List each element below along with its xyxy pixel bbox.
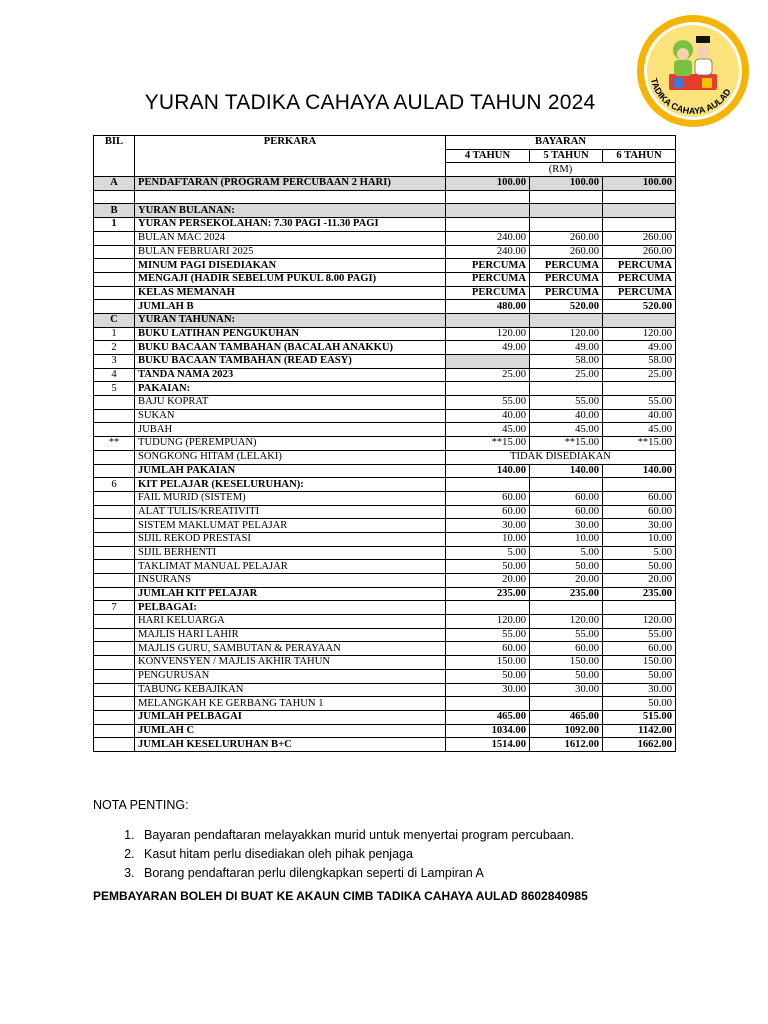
row-value-6-tahun	[603, 190, 676, 204]
row-value-6-tahun: 260.00	[603, 245, 676, 259]
row-value-5-tahun: 40.00	[530, 409, 603, 423]
row-value-5-tahun	[530, 601, 603, 615]
table-header-row	[94, 136, 676, 150]
row-item: TANDA NAMA 2023	[135, 368, 446, 382]
row-value-5-tahun: PERCUMA	[530, 286, 603, 300]
row-value-5-tahun: 260.00	[530, 231, 603, 245]
row-value-6-tahun: 60.00	[603, 505, 676, 519]
row-value-4-tahun: PERCUMA	[446, 286, 530, 300]
table-row	[94, 532, 676, 546]
header-bayaran: BAYARAN	[446, 136, 676, 150]
row-value-6-tahun: 100.00	[603, 177, 676, 191]
row-value-5-tahun: 25.00	[530, 368, 603, 382]
row-bil: 1	[94, 218, 135, 232]
row-item: SIJIL REKOD PRESTASI	[135, 532, 446, 546]
row-value-6-tahun	[603, 313, 676, 327]
table-row	[94, 437, 676, 451]
table-row	[94, 560, 676, 574]
row-value-6-tahun: PERCUMA	[603, 286, 676, 300]
page-title: YURAN TADIKA CAHAYA AULAD TAHUN 2024	[144, 91, 596, 114]
table-row	[94, 505, 676, 519]
row-value-4-tahun: 30.00	[446, 683, 530, 697]
row-bil: **	[94, 437, 135, 451]
row-item: KIT PELAJAR (KESELURUHAN):	[135, 478, 446, 492]
row-value-6-tahun	[603, 382, 676, 396]
row-value-5-tahun: 1092.00	[530, 724, 603, 738]
row-item: JUMLAH B	[135, 300, 446, 314]
school-logo	[636, 14, 751, 129]
row-value-5-tahun: **15.00	[530, 437, 603, 451]
row-value-6-tahun	[603, 218, 676, 232]
row-value-5-tahun	[530, 218, 603, 232]
row-item	[135, 190, 446, 204]
row-bil	[94, 532, 135, 546]
row-value-4-tahun: PERCUMA	[446, 272, 530, 286]
row-item: SONGKONG HITAM (LELAKI)	[135, 450, 446, 464]
row-value-4-tahun: 49.00	[446, 341, 530, 355]
row-value-6-tahun: 515.00	[603, 710, 676, 724]
row-value-6-tahun	[603, 478, 676, 492]
row-value-6-tahun: 30.00	[603, 683, 676, 697]
row-value-6-tahun: 120.00	[603, 327, 676, 341]
row-value-4-tahun: 150.00	[446, 656, 530, 670]
row-item: INSURANS	[135, 574, 446, 588]
svg-text:TADIKA CAHAYA AULAD: TADIKA CAHAYA AULAD	[648, 77, 733, 117]
row-value-6-tahun: 20.00	[603, 574, 676, 588]
row-item: ALAT TULIS/KREATIVITI	[135, 505, 446, 519]
row-value-4-tahun: 60.00	[446, 642, 530, 656]
table-row	[94, 204, 676, 218]
row-bil	[94, 642, 135, 656]
row-value-6-tahun: 1662.00	[603, 738, 676, 752]
row-bil: 4	[94, 368, 135, 382]
row-item: BUKU LATIHAN PENGUKUHAN	[135, 327, 446, 341]
table-row	[94, 491, 676, 505]
row-value-5-tahun	[530, 697, 603, 711]
row-value-4-tahun: 140.00	[446, 464, 530, 478]
row-value-4-tahun: 240.00	[446, 231, 530, 245]
row-value-6-tahun: **15.00	[603, 437, 676, 451]
table-row	[94, 669, 676, 683]
payment-info: PEMBAYARAN BOLEH DI BUAT KE AKAUN CIMB TADIKA CAHAYA AULAD 8602840985	[93, 889, 588, 903]
row-value-6-tahun: 49.00	[603, 341, 676, 355]
table-row	[94, 683, 676, 697]
row-value-6-tahun: 45.00	[603, 423, 676, 437]
header-rm: (RM)	[446, 163, 676, 177]
row-value-5-tahun: 260.00	[530, 245, 603, 259]
table-row	[94, 738, 676, 752]
table-row	[94, 615, 676, 629]
row-value-5-tahun	[530, 190, 603, 204]
row-value-5-tahun: 235.00	[530, 587, 603, 601]
table-row	[94, 574, 676, 588]
row-bil	[94, 423, 135, 437]
row-bil	[94, 300, 135, 314]
row-value-5-tahun	[530, 204, 603, 218]
row-item: JUMLAH KESELURUHAN B+C	[135, 738, 446, 752]
row-bil: 7	[94, 601, 135, 615]
row-bil	[94, 286, 135, 300]
row-value-5-tahun: 60.00	[530, 505, 603, 519]
row-item: BULAN MAC 2024	[135, 231, 446, 245]
notes-section	[93, 798, 574, 885]
row-bil	[94, 491, 135, 505]
row-bil: A	[94, 177, 135, 191]
row-value-6-tahun: 235.00	[603, 587, 676, 601]
row-value-6-tahun: 50.00	[603, 560, 676, 574]
row-item: PAKAIAN:	[135, 382, 446, 396]
row-value-4-tahun: 1514.00	[446, 738, 530, 752]
row-value-4-tahun: 50.00	[446, 560, 530, 574]
row-bil	[94, 450, 135, 464]
row-item: SISTEM MAKLUMAT PELAJAR	[135, 519, 446, 533]
row-value-4-tahun: 480.00	[446, 300, 530, 314]
row-value-4-tahun: 1034.00	[446, 724, 530, 738]
row-item: YURAN TAHUNAN:	[135, 313, 446, 327]
row-value-5-tahun	[530, 382, 603, 396]
table-row	[94, 464, 676, 478]
table-row	[94, 177, 676, 191]
row-bil	[94, 615, 135, 629]
row-value-5-tahun: 1612.00	[530, 738, 603, 752]
row-value-4-tahun: 50.00	[446, 669, 530, 683]
row-bil: 5	[94, 382, 135, 396]
header-6-tahun: 6 TAHUN	[603, 149, 676, 163]
row-value-4-tahun: 5.00	[446, 546, 530, 560]
table-row	[94, 245, 676, 259]
row-value-4-tahun	[446, 697, 530, 711]
row-item: MAJLIS GURU, SAMBUTAN & PERAYAAN	[135, 642, 446, 656]
row-item: JUMLAH KIT PELAJAR	[135, 587, 446, 601]
row-value-4-tahun: 45.00	[446, 423, 530, 437]
table-row	[94, 697, 676, 711]
row-item: TAKLIMAT MANUAL PELAJAR	[135, 560, 446, 574]
row-value-6-tahun: 150.00	[603, 656, 676, 670]
row-bil	[94, 669, 135, 683]
row-bil	[94, 656, 135, 670]
row-value-4-tahun: 120.00	[446, 615, 530, 629]
row-bil: 1	[94, 327, 135, 341]
row-value-6-tahun	[603, 204, 676, 218]
row-value-6-tahun: 60.00	[603, 491, 676, 505]
header-bil: BIL	[94, 136, 135, 177]
row-value-5-tahun: 120.00	[530, 615, 603, 629]
row-value-4-tahun	[446, 218, 530, 232]
row-item: HARI KELUARGA	[135, 615, 446, 629]
row-item: FAIL MURID (SISTEM)	[135, 491, 446, 505]
table-row	[94, 546, 676, 560]
header-perkara: PERKARA	[135, 136, 446, 177]
fees-table	[93, 135, 676, 752]
table-row	[94, 396, 676, 410]
row-bil: 2	[94, 341, 135, 355]
row-value-4-tahun: 55.00	[446, 396, 530, 410]
row-value-6-tahun: 55.00	[603, 628, 676, 642]
row-value-6-tahun: 260.00	[603, 231, 676, 245]
row-value-4-tahun	[446, 204, 530, 218]
row-value-4-tahun	[446, 355, 530, 369]
row-value-4-tahun: 10.00	[446, 532, 530, 546]
table-row	[94, 341, 676, 355]
row-value-6-tahun: 55.00	[603, 396, 676, 410]
row-value-6-tahun: 10.00	[603, 532, 676, 546]
row-value-6-tahun: 50.00	[603, 669, 676, 683]
table-row	[94, 286, 676, 300]
row-value-4-tahun: 40.00	[446, 409, 530, 423]
table-row	[94, 231, 676, 245]
row-item: KONVENSYEN / MAJLIS AKHIR TAHUN	[135, 656, 446, 670]
row-bil	[94, 710, 135, 724]
row-bil	[94, 231, 135, 245]
row-value-4-tahun: 30.00	[446, 519, 530, 533]
row-bil	[94, 409, 135, 423]
table-row	[94, 272, 676, 286]
row-bil: B	[94, 204, 135, 218]
row-value-6-tahun: 5.00	[603, 546, 676, 560]
note-item: 3. Borang pendaftaran perlu dilengkapkan seperti di Lampiran A	[138, 866, 574, 880]
table-row	[94, 423, 676, 437]
row-bil	[94, 396, 135, 410]
row-value-6-tahun: 520.00	[603, 300, 676, 314]
row-item: KELAS MEMANAH	[135, 286, 446, 300]
row-value-4-tahun: 60.00	[446, 491, 530, 505]
row-bil	[94, 272, 135, 286]
row-value-5-tahun	[530, 478, 603, 492]
table-row	[94, 190, 676, 204]
row-item: MAJLIS HARI LAHIR	[135, 628, 446, 642]
row-bil	[94, 724, 135, 738]
row-value-4-tahun: 120.00	[446, 327, 530, 341]
row-item: JUMLAH PAKAIAN	[135, 464, 446, 478]
row-value-5-tahun: 60.00	[530, 491, 603, 505]
row-item: JUMLAH C	[135, 724, 446, 738]
row-bil	[94, 519, 135, 533]
table-row	[94, 478, 676, 492]
row-value-4-tahun	[446, 382, 530, 396]
notes-heading: NOTA PENTING:	[93, 798, 189, 812]
row-bil	[94, 560, 135, 574]
row-item: SUKAN	[135, 409, 446, 423]
row-bil	[94, 683, 135, 697]
row-value-6-tahun: PERCUMA	[603, 259, 676, 273]
row-item: YURAN PERSEKOLAHAN: 7.30 PAGI -11.30 PAGI	[135, 218, 446, 232]
row-value-4-tahun	[446, 190, 530, 204]
row-item: MINUM PAGI DISEDIAKAN	[135, 259, 446, 273]
table-row	[94, 368, 676, 382]
row-bil	[94, 259, 135, 273]
row-value-6-tahun: 58.00	[603, 355, 676, 369]
row-value-5-tahun: PERCUMA	[530, 272, 603, 286]
row-value-5-tahun: 55.00	[530, 628, 603, 642]
row-bil	[94, 628, 135, 642]
row-item: BUKU BACAAN TAMBAHAN (READ EASY)	[135, 355, 446, 369]
row-item: BULAN FEBRUARI 2025	[135, 245, 446, 259]
row-bil: 6	[94, 478, 135, 492]
row-value-5-tahun: 10.00	[530, 532, 603, 546]
notes-list	[93, 828, 574, 880]
row-value-5-tahun: 140.00	[530, 464, 603, 478]
row-bil: C	[94, 313, 135, 327]
row-value-4-tahun: 240.00	[446, 245, 530, 259]
table-row	[94, 259, 676, 273]
table-row	[94, 587, 676, 601]
row-value-5-tahun: 150.00	[530, 656, 603, 670]
row-bil	[94, 738, 135, 752]
row-value-5-tahun: 50.00	[530, 669, 603, 683]
row-value-6-tahun	[603, 601, 676, 615]
row-value-5-tahun: 50.00	[530, 560, 603, 574]
row-item: PENDAFTARAN (PROGRAM PERCUBAAN 2 HARI)	[135, 177, 446, 191]
table-row	[94, 628, 676, 642]
row-item: TUDUNG (PEREMPUAN)	[135, 437, 446, 451]
row-value-4-tahun: 60.00	[446, 505, 530, 519]
row-value-6-tahun: 25.00	[603, 368, 676, 382]
row-value-6-tahun: 60.00	[603, 642, 676, 656]
row-item: SIJIL BERHENTI	[135, 546, 446, 560]
table-row	[94, 601, 676, 615]
row-value-4-tahun	[446, 601, 530, 615]
row-item: TABUNG KEBAJIKAN	[135, 683, 446, 697]
table-row	[94, 656, 676, 670]
table-row	[94, 519, 676, 533]
row-bil	[94, 190, 135, 204]
row-value-4-tahun: 465.00	[446, 710, 530, 724]
table-row	[94, 450, 676, 464]
table-row	[94, 313, 676, 327]
row-value-6-tahun: 1142.00	[603, 724, 676, 738]
row-value-4-tahun	[446, 478, 530, 492]
table-row	[94, 327, 676, 341]
row-value-6-tahun: 30.00	[603, 519, 676, 533]
row-value-4-tahun: **15.00	[446, 437, 530, 451]
row-value-5-tahun: 520.00	[530, 300, 603, 314]
row-value-4-tahun: 20.00	[446, 574, 530, 588]
row-value-6-tahun: 120.00	[603, 615, 676, 629]
row-value-5-tahun: 30.00	[530, 519, 603, 533]
row-value-4-tahun: 25.00	[446, 368, 530, 382]
row-value-4-tahun: 100.00	[446, 177, 530, 191]
row-item: PELBAGAI:	[135, 601, 446, 615]
header-4-tahun: 4 TAHUN	[446, 149, 530, 163]
row-value-5-tahun	[530, 313, 603, 327]
table-row	[94, 409, 676, 423]
row-value-5-tahun: 5.00	[530, 546, 603, 560]
row-value-4-tahun: 235.00	[446, 587, 530, 601]
note-item: 1. Bayaran pendaftaran melayakkan murid untuk menyertai program percubaan.	[138, 828, 574, 842]
row-value-5-tahun: 465.00	[530, 710, 603, 724]
row-item: BUKU BACAAN TAMBAHAN (BACALAH ANAKKU)	[135, 341, 446, 355]
row-value-5-tahun: 58.00	[530, 355, 603, 369]
row-bil	[94, 546, 135, 560]
row-item: YURAN BULANAN:	[135, 204, 446, 218]
row-bil	[94, 464, 135, 478]
table-row	[94, 355, 676, 369]
row-item: JUBAH	[135, 423, 446, 437]
row-value-5-tahun: 60.00	[530, 642, 603, 656]
row-merged-value: TIDAK DISEDIAKAN	[446, 450, 676, 464]
table-row	[94, 300, 676, 314]
row-value-5-tahun: 45.00	[530, 423, 603, 437]
row-value-6-tahun: 40.00	[603, 409, 676, 423]
row-bil	[94, 587, 135, 601]
row-bil	[94, 697, 135, 711]
row-value-5-tahun: 49.00	[530, 341, 603, 355]
table-row	[94, 382, 676, 396]
row-bil	[94, 245, 135, 259]
row-value-6-tahun: 140.00	[603, 464, 676, 478]
row-value-4-tahun	[446, 313, 530, 327]
row-value-5-tahun: 55.00	[530, 396, 603, 410]
row-value-5-tahun: 120.00	[530, 327, 603, 341]
note-item: 2. Kasut hitam perlu disediakan oleh pihak penjaga	[138, 847, 574, 861]
table-row	[94, 642, 676, 656]
row-value-4-tahun: PERCUMA	[446, 259, 530, 273]
row-item: BAJU KOPRAT	[135, 396, 446, 410]
row-value-5-tahun: 20.00	[530, 574, 603, 588]
row-value-5-tahun: PERCUMA	[530, 259, 603, 273]
row-value-4-tahun: 55.00	[446, 628, 530, 642]
row-value-6-tahun: PERCUMA	[603, 272, 676, 286]
row-value-5-tahun: 100.00	[530, 177, 603, 191]
row-value-5-tahun: 30.00	[530, 683, 603, 697]
row-item: PENGURUSAN	[135, 669, 446, 683]
row-value-6-tahun: 50.00	[603, 697, 676, 711]
row-item: MENGAJI (HADIR SEBELUM PUKUL 8.00 PAGI)	[135, 272, 446, 286]
row-bil	[94, 574, 135, 588]
row-item: MELANGKAH KE GERBANG TAHUN 1	[135, 697, 446, 711]
row-item: JUMLAH PELBAGAI	[135, 710, 446, 724]
table-row	[94, 218, 676, 232]
row-bil: 3	[94, 355, 135, 369]
row-bil	[94, 505, 135, 519]
table-row	[94, 724, 676, 738]
table-row	[94, 710, 676, 724]
header-5-tahun: 5 TAHUN	[530, 149, 603, 163]
